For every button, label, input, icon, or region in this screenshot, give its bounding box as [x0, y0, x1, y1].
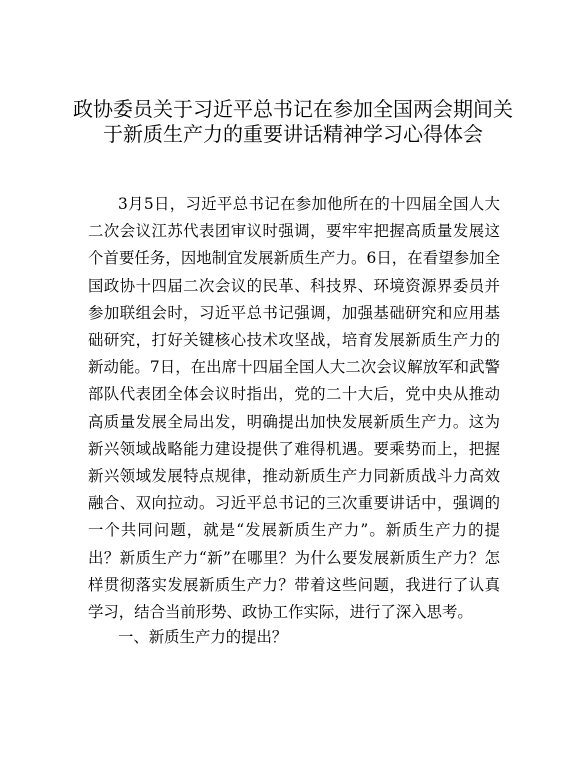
document-title: 政协委员关于习近平总书记在参加全国两会期间关于新质生产力的重要讲话精神学习心得体会 [73, 97, 513, 146]
section-heading: 一、新质生产力的提出？ [118, 628, 288, 646]
body-paragraph: 3月5日，习近平总书记在参加他所在的十四届全国人大二次会议江苏代表团审议时强调，要牢牢把握高质量发展这个首要任务，因地制宜发展新质生产力。6日，在看望参加全国政协十四届二次会议的民革、科技界、环境资源界委员并参加联组会时，习近平总书记强调，加强基础研究和应用基础研究，打好关键核心技术攻坚战，培育发展新质生产力的新动能。7日，在出席十四届全国人大二次会议解放军和武警部队代表团全体会议时指出，党的二十大后，党中央从推动高质量发展全局出发，明确提出加快发展新质生产力。这为新兴领域战略能力建设提供了难得机遇。要乘势而上，把握新兴领域发展特点规律，推动新质生产力同新质战斗力高效融合、双向拉动。习近平总书记的三次重要讲话中，强调的一个共同问题，就是“发展新质生产力”。新质生产力的提出？新质生产力“新”在哪里？为什么要发展新质生产力？怎样贯彻落实发展新质生产力？带着这些问题，我进行了认真学习，结合当前形势、政协工作实际，进行了深入思考。 [88, 195, 500, 622]
